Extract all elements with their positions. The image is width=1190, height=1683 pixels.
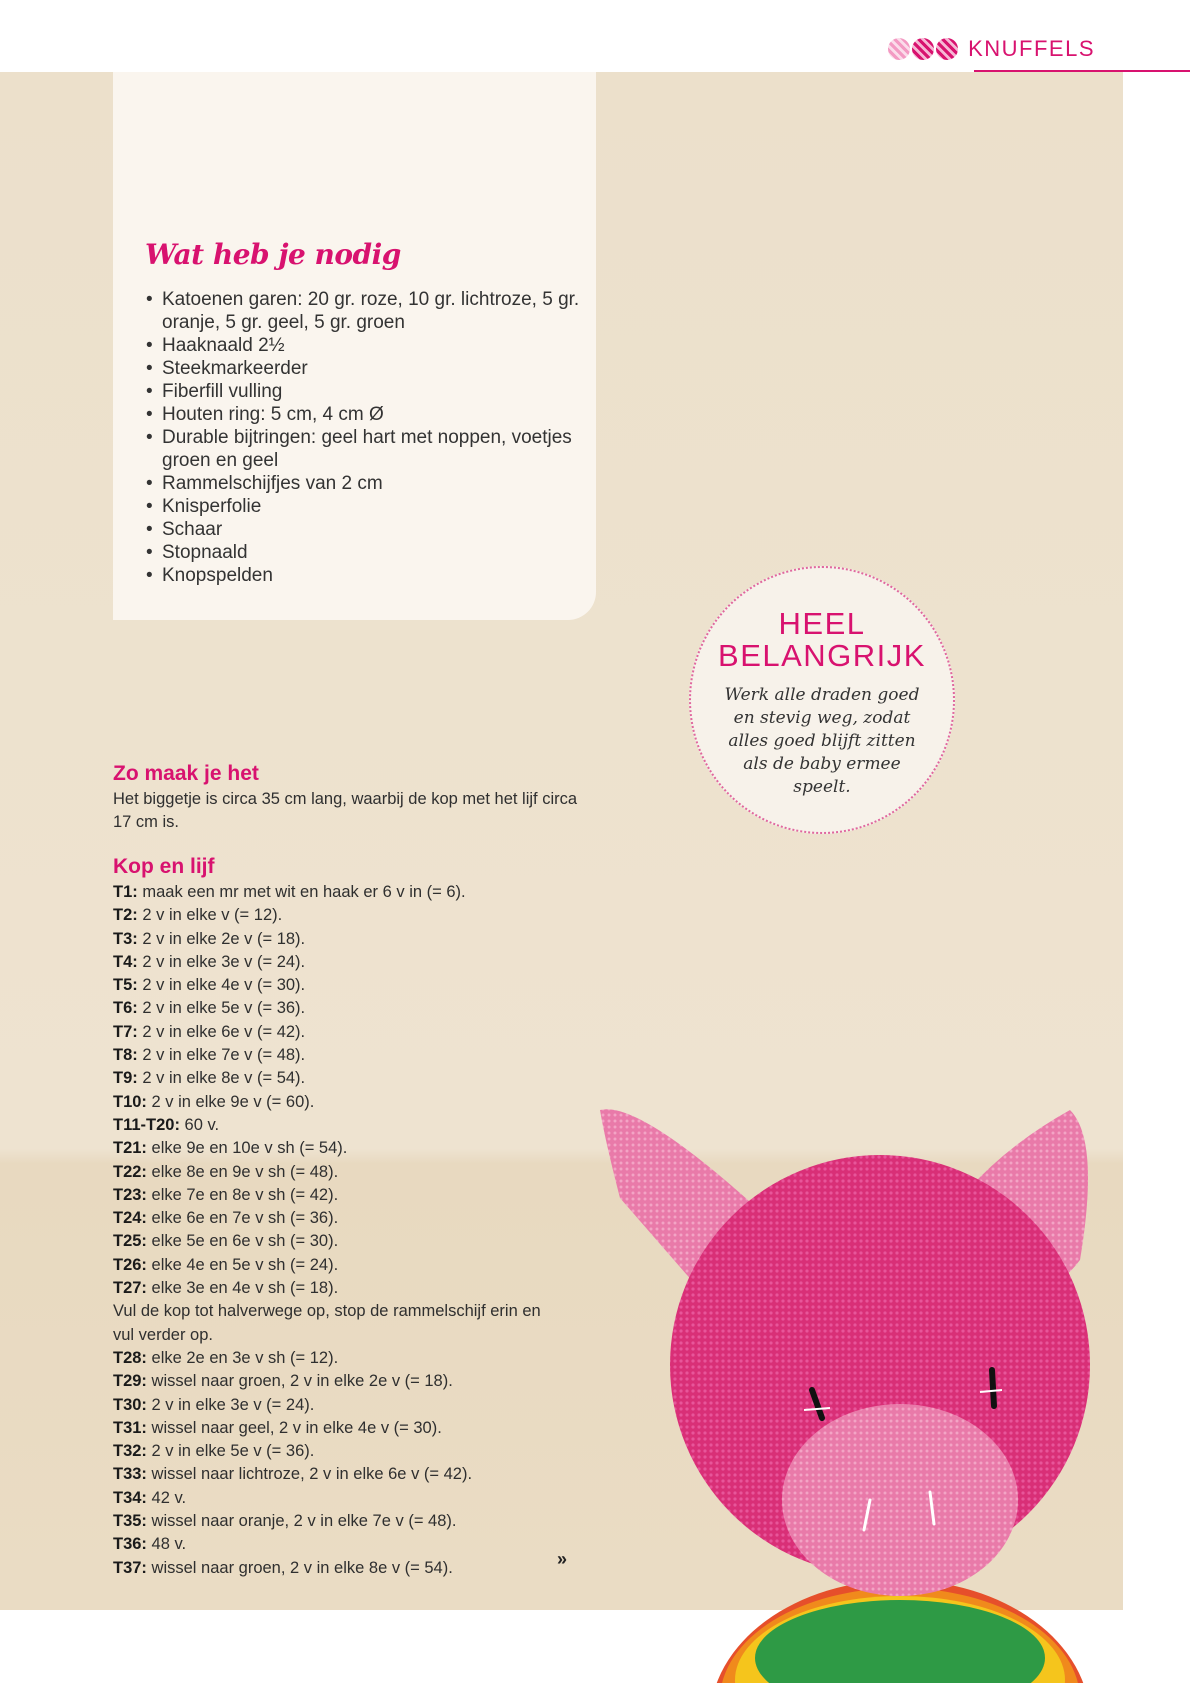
row-text: 2 v in elke 2e v (= 18). [142,929,306,948]
row-text: elke 7e en 8e v sh (= 42). [151,1185,339,1204]
pattern-row [113,1067,593,1090]
pattern-row [113,1347,593,1370]
materials-item: • Stopnaald [146,541,586,564]
row-text: 2 v in elke 5e v (= 36). [151,1442,315,1461]
materials-item: • Steekmarkeerder [146,357,586,380]
pattern-row [113,1277,593,1300]
row-text: maak een mr met wit en haak er 6 v in (= 6). [142,883,466,901]
yarn-balls-icon [888,38,958,60]
pattern-row [113,1394,593,1417]
row-text: wissel naar groen, 2 v in elke 2e v (= 18). [151,1372,453,1391]
pattern-row [113,1230,593,1253]
materials-item: • Houten ring: 5 cm, 4 cm Ø [146,403,586,426]
pattern-row [113,1021,593,1044]
crochet-pig-photo [600,1100,1190,1683]
row-text: 2 v in elke 7e v (= 48). [142,1046,306,1065]
row-label: T32: [113,1442,147,1461]
row-label: T3: [113,929,138,948]
pattern-row [113,1184,593,1207]
row-text: 42 v. [151,1488,187,1507]
pattern-row [113,1300,543,1347]
row-text: 2 v in elke 3e v (= 24). [142,952,306,971]
row-text: elke 3e en 4e v sh (= 18). [151,1279,339,1298]
pattern-row [113,1114,593,1137]
pattern-row [113,928,593,951]
section-title: KNUFFELS [968,36,1095,61]
row-label: T21: [113,1139,147,1158]
row-label: T27: [113,1279,147,1298]
materials-list [146,288,586,587]
instructions-heading: Zo maak je het [113,762,259,785]
callout-title: HEEL BELANGRIJK [718,606,926,673]
row-text: 2 v in elke 8e v (= 54). [142,1069,306,1088]
row-text: Vul de kop tot halverwege op, stop de rammelschijf erin en vul verder op. [113,1302,541,1344]
pattern-row [113,951,593,974]
row-text: 2 v in elke 5e v (= 36). [142,999,306,1018]
yarn-ball-icon [888,38,910,60]
materials-item: • Katoenen garen: 20 gr. roze, 10 gr. lichtroze, 5 gr. oranje, 5 gr. geel, 5 gr. groen [146,288,586,334]
yarn-ball-icon [936,38,958,60]
pattern-row [113,881,593,904]
materials-title: Wat heb je nodig [145,238,401,271]
row-text: elke 2e en 3e v sh (= 12). [151,1348,339,1367]
pattern-row [113,1370,593,1393]
pattern-row [113,1161,593,1184]
row-label: T29: [113,1372,147,1391]
materials-item: • Haaknaald 2½ [146,334,586,357]
pattern-row [113,1091,593,1114]
row-label: T11-T20: [113,1115,180,1134]
row-label: T35: [113,1512,147,1531]
row-label: T9: [113,1069,138,1088]
row-label: T7: [113,1022,138,1041]
pattern-row [113,1510,593,1533]
pattern-row [113,974,593,997]
yarn-ball-icon [912,38,934,60]
pig-snout [782,1404,1018,1596]
pattern-row [113,1417,593,1440]
important-callout [689,566,955,834]
pig-right-eye [992,1370,994,1406]
materials-item: • Knopspelden [146,564,586,587]
instructions-intro: Het biggetje is circa 35 cm lang, waarbij de kop met het lijf circa 17 cm is. [113,790,578,831]
pattern-row [113,1533,593,1556]
pattern-rows [113,881,593,1580]
row-label: T10: [113,1092,147,1111]
continue-arrow-icon: » [557,1549,568,1569]
row-label: T1: [113,883,138,901]
row-label: T23: [113,1185,147,1204]
row-text: elke 8e en 9e v sh (= 48). [151,1162,339,1181]
pattern-row [113,904,593,927]
row-text: 2 v in elke 9e v (= 60). [151,1092,315,1111]
row-label: T28: [113,1348,147,1367]
pattern-row [113,1254,593,1277]
row-label: T36: [113,1535,147,1554]
row-text: 2 v in elke 6e v (= 42). [142,1022,306,1041]
row-label: T33: [113,1465,147,1484]
pattern-row [113,1463,593,1486]
row-label: T22: [113,1162,147,1181]
pattern-row [113,1044,593,1067]
row-label: T5: [113,976,138,995]
pattern-row [113,1440,593,1463]
pattern-row [113,1487,593,1510]
row-text: wissel naar groen, 2 v in elke 8e v (= 54). [151,1558,453,1577]
materials-item: • Knisperfolie [146,495,586,518]
pattern-row [113,1207,593,1230]
row-label: T8: [113,1046,138,1065]
materials-item: • Durable bijtringen: geel hart met noppen, voetjes groen en geel [146,426,586,472]
row-label: T37: [113,1558,147,1577]
row-label: T34: [113,1488,147,1507]
row-label: T25: [113,1232,147,1251]
row-text: elke 5e en 6e v sh (= 30). [151,1232,339,1251]
row-text: elke 6e en 7e v sh (= 36). [151,1209,339,1228]
row-text: 48 v. [151,1535,187,1554]
callout-text: Werk alle draden goed en stevig weg, zodat alles goed blijft zitten als de baby ermee speelt. [724,685,920,797]
row-label: T6: [113,999,138,1018]
row-label: T4: [113,952,138,971]
row-label: T2: [113,906,138,925]
row-label: T26: [113,1255,147,1274]
row-text: elke 4e en 5e v sh (= 24). [151,1255,339,1274]
materials-item: • Schaar [146,518,586,541]
row-text: elke 9e en 10e v sh (= 54). [151,1139,348,1158]
row-label: T30: [113,1395,147,1414]
row-text: wissel naar oranje, 2 v in elke 7e v (= 48). [151,1512,457,1531]
row-text: 2 v in elke 4e v (= 30). [142,976,306,995]
materials-item: • Rammelschijfjes van 2 cm [146,472,586,495]
pattern-row [113,1137,593,1160]
row-label: T31: [113,1418,147,1437]
head-body-heading: Kop en lijf [113,855,215,878]
pattern-row [113,1557,593,1580]
row-text: wissel naar lichtroze, 2 v in elke 6e v (= 42). [151,1465,473,1484]
row-text: 2 v in elke 3e v (= 24). [151,1395,315,1414]
row-text: 2 v in elke v (= 12). [142,906,283,925]
row-text: 60 v. [184,1115,220,1134]
pattern-row [113,997,593,1020]
header-rule [974,70,1190,72]
row-text: wissel naar geel, 2 v in elke 4e v (= 30). [151,1418,442,1437]
row-label: T24: [113,1209,147,1228]
materials-item: • Fiberfill vulling [146,380,586,403]
section-header [888,36,1095,62]
